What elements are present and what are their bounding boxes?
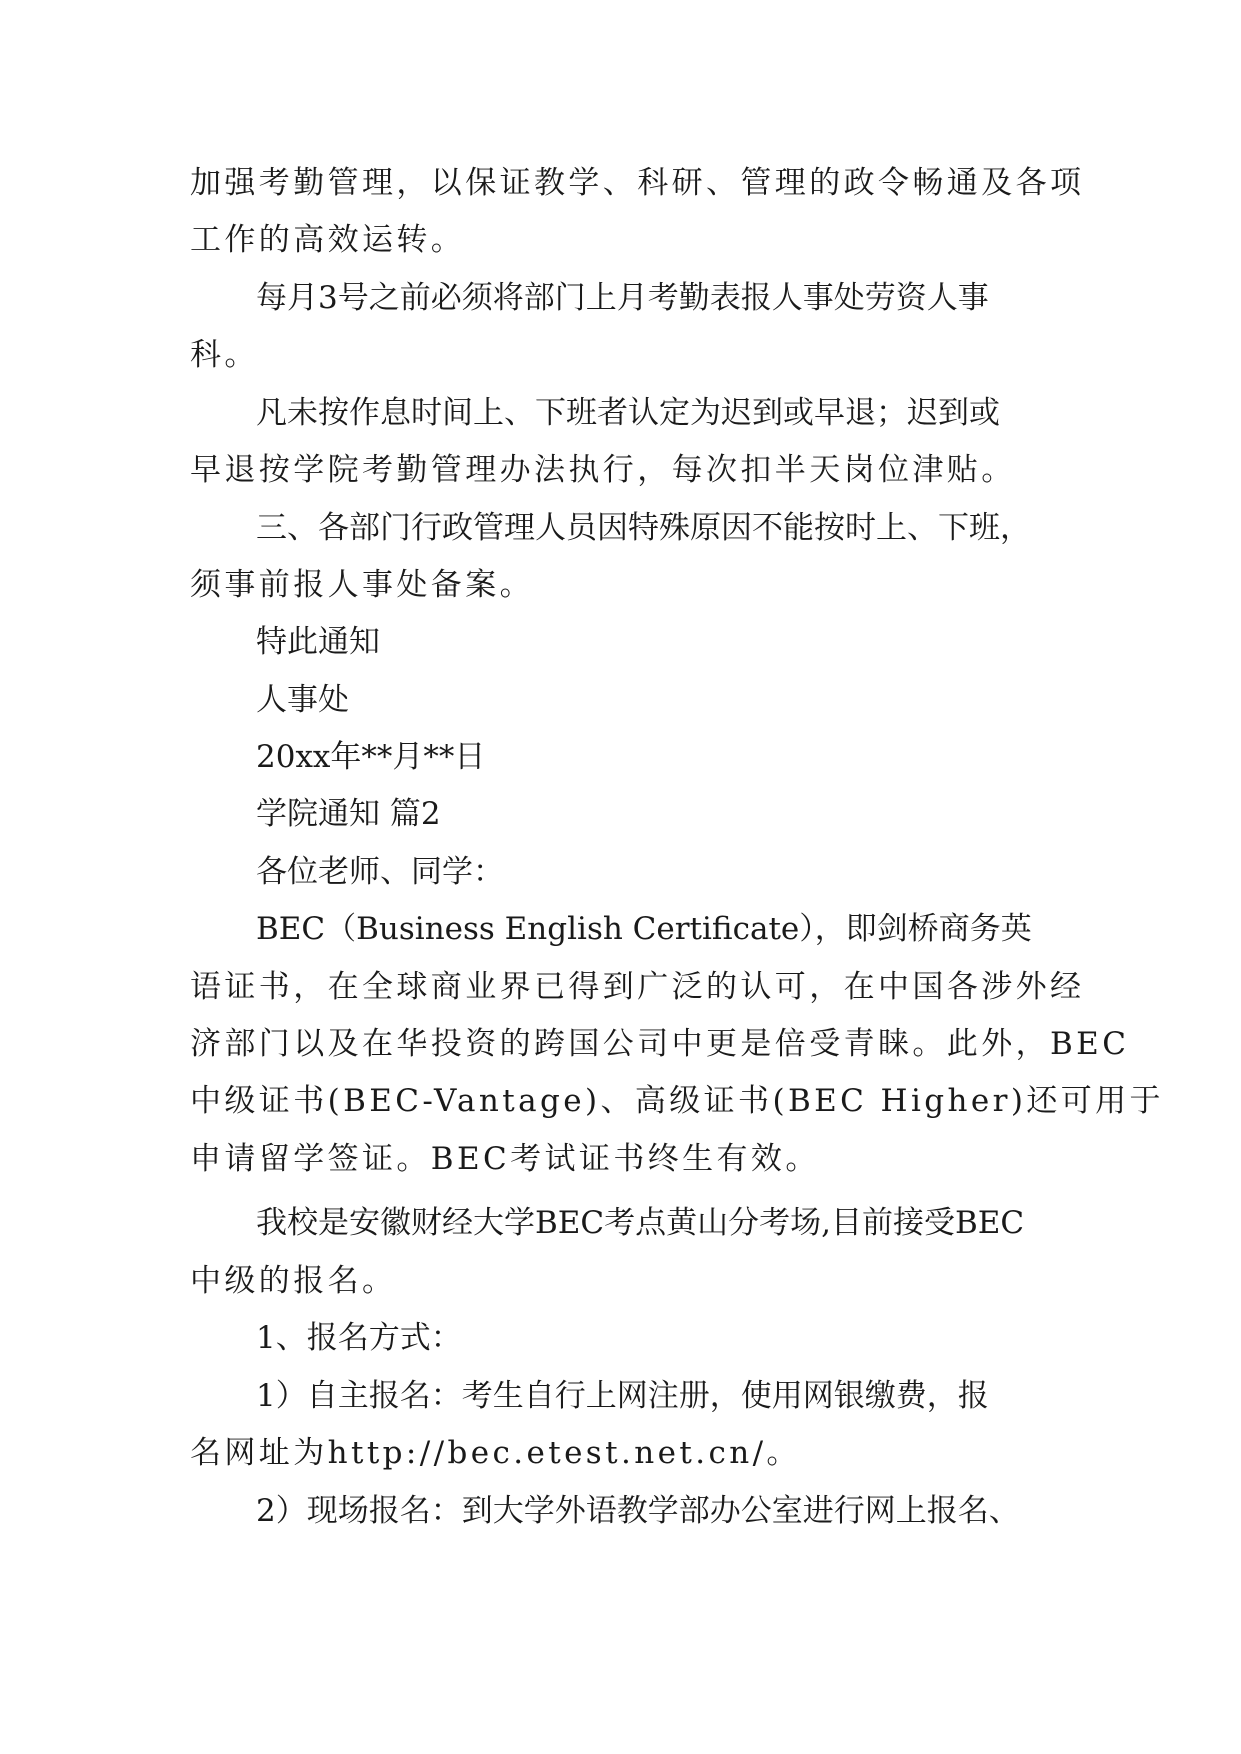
- onsite-registration-line-1: 2）现场报名：到大学外语教学部办公室进行网上报名、: [256, 1493, 1020, 1529]
- paragraph-bec-intro-line-4: 中级证书(BEC-Vantage)、高级证书(BEC Higher)还可用于: [190, 1083, 1164, 1119]
- paragraph-test-center-line-1: 我校是安徽财经大学BEC考点黄山分考场,目前接受BEC: [256, 1205, 1025, 1241]
- paragraph-monthly-report-line-1: 每月3号之前必须将部门上月考勤表报人事处劳资人事: [256, 280, 989, 316]
- salutation: 各位老师、同学：: [256, 854, 504, 890]
- section-heading: 学院通知 篇2: [256, 796, 441, 832]
- paragraph-bec-intro-line-1: BEC（Business English Certificate），即剑桥商务英: [256, 911, 1032, 947]
- paragraph-late-rule-line-2: 早退按学院考勤管理办法执行，每次扣半天岗位津贴。: [190, 452, 1016, 488]
- registration-heading: 1、报名方式：: [256, 1320, 462, 1356]
- notice-issuer: 人事处: [256, 682, 349, 718]
- self-registration-line-2: 名网址为http://bec.etest.net.cn/。: [190, 1435, 801, 1471]
- paragraph-bec-intro-line-5: 申请留学签证。BEC考试证书终生有效。: [190, 1141, 820, 1177]
- paragraph-attendance-line-2: 工作的高效运转。: [190, 222, 466, 258]
- paragraph-item-three-line-1: 三、各部门行政管理人员因特殊原因不能按时上、下班，: [256, 510, 1031, 546]
- paragraph-item-three-line-2: 须事前报人事处备案。: [190, 567, 534, 603]
- notice-closing: 特此通知: [256, 624, 380, 660]
- self-registration-line-1: 1）自主报名：考生自行上网注册，使用网银缴费，报: [256, 1378, 989, 1414]
- paragraph-bec-intro-line-2: 语证书，在全球商业界已得到广泛的认可，在中国各涉外经: [190, 969, 1085, 1005]
- paragraph-test-center-line-2: 中级的报名。: [190, 1263, 397, 1299]
- paragraph-attendance-line-1: 加强考勤管理，以保证教学、科研、管理的政令畅通及各项: [190, 165, 1085, 201]
- notice-date: 20xx年**月**日: [256, 739, 486, 775]
- paragraph-monthly-report-line-2: 科。: [190, 337, 259, 373]
- paragraph-bec-intro-line-3: 济部门以及在华投资的跨国公司中更是倍受青睐。此外，BEC: [190, 1026, 1130, 1062]
- paragraph-late-rule-line-1: 凡未按作息时间上、下班者认定为迟到或早退；迟到或: [256, 395, 1000, 431]
